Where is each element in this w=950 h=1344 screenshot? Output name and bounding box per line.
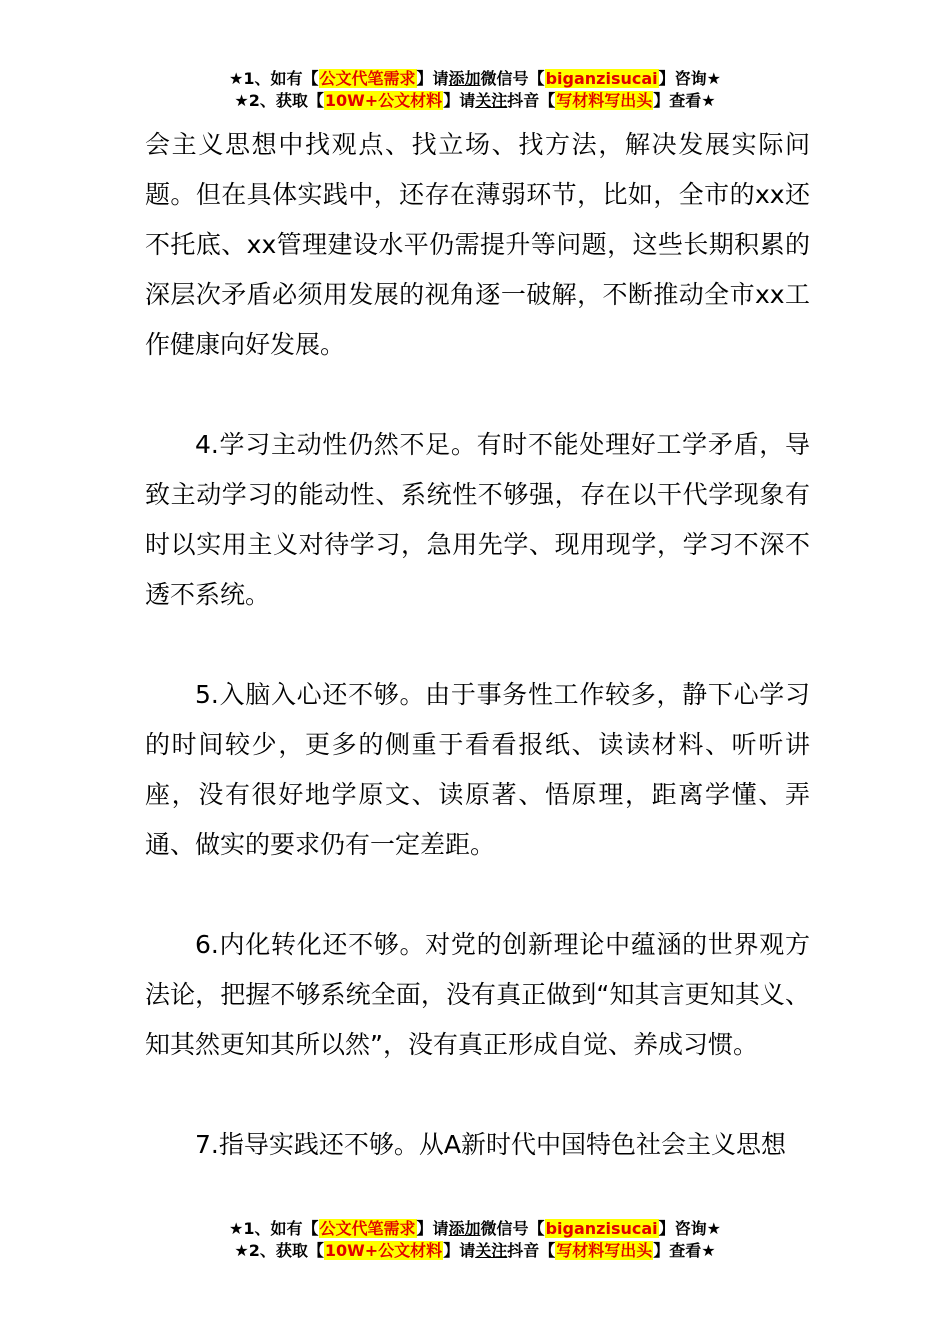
banner-text: 2、获取【 [248, 1241, 324, 1260]
banner-text: 】请 [443, 91, 476, 110]
banner-text: 1、如有【 [243, 1219, 319, 1238]
star-icon: ★ [234, 1241, 249, 1260]
banner-text: 抖音【 [507, 91, 556, 110]
underlined-text: 关注 [475, 1241, 508, 1260]
douyin-highlight: 写材料写出头 [556, 91, 653, 110]
banner-line-1 [0, 68, 950, 90]
banner-text: 】请 [443, 1241, 476, 1260]
banner-text: 】查看★ [653, 1241, 716, 1260]
underlined-text: 添加 [448, 69, 481, 88]
paragraph-item-4: 4.学习主动性仍然不足。有时不能处理好工学矛盾，导致主动学习的能动性、系统性不够强，存在以干代学现象有时以实用主义对待学习，急用先学、现用现学，学习不深不透不系统。 [145, 430, 810, 609]
highlight-text: 10W+公文材料 [324, 1241, 443, 1260]
star-icon: ★ [229, 1219, 244, 1238]
highlight-text: 10W+公文材料 [324, 91, 443, 110]
wechat-id-highlight: biganzisucai [545, 1219, 658, 1238]
paragraph-item-5: 5.入脑入心还不够。由于事务性工作较多，静下心学习的时间较少，更多的侧重于看看报纸、读读材料、听听讲座，没有很好地学原文、读原著、悟原理，距离学懂、弄通、做实的要求仍有一定差距。 [145, 680, 810, 859]
highlight-text: 公文代笔需求 [319, 1219, 416, 1238]
banner-text: 微信号【 [480, 1219, 545, 1238]
banner-text: 】请 [416, 69, 449, 88]
banner-text: 】查看★ [653, 91, 716, 110]
paragraph-item-6: 6.内化转化还不够。对党的创新理论中蕴涵的世界观方法论，把握不够系统全面，没有真正做到“知其言更知其义、知其然更知其所以然”，没有真正形成自觉、养成习惯。 [145, 930, 810, 1059]
banner-text: 1、如有【 [243, 69, 319, 88]
paragraph-item-7: 7.指导实践还不够。从A新时代中国特色社会主义思想 [195, 1130, 786, 1159]
banner-text: 】请 [416, 1219, 449, 1238]
star-icon: ★ [234, 91, 249, 110]
header-banner [0, 68, 950, 112]
banner-text: 抖音【 [507, 1241, 556, 1260]
banner-line-2 [0, 90, 950, 112]
banner-text: 】咨询★ [658, 69, 721, 88]
paragraph-continued: 会主义思想中找观点、找立场、找方法，解决发展实际问题。但在具体实践中，还存在薄弱环节，比如，全市的xx还不托底、xx管理建设水平仍需提升等问题，这些长期积累的深层次矛盾必须用发展的视角逐一破解，不断推动全市xx工作健康向好发展。 [145, 130, 810, 359]
wechat-id-highlight: biganzisucai [545, 69, 658, 88]
star-icon: ★ [229, 69, 244, 88]
douyin-highlight: 写材料写出头 [556, 1241, 653, 1260]
footer-banner [0, 1218, 950, 1262]
banner-text: 】咨询★ [658, 1219, 721, 1238]
underlined-text: 添加 [448, 1219, 481, 1238]
banner-line-1 [0, 1218, 950, 1240]
banner-text: 微信号【 [480, 69, 545, 88]
document-body [145, 120, 810, 1170]
highlight-text: 公文代笔需求 [319, 69, 416, 88]
banner-text: 2、获取【 [248, 91, 324, 110]
banner-line-2 [0, 1240, 950, 1262]
underlined-text: 关注 [475, 91, 508, 110]
